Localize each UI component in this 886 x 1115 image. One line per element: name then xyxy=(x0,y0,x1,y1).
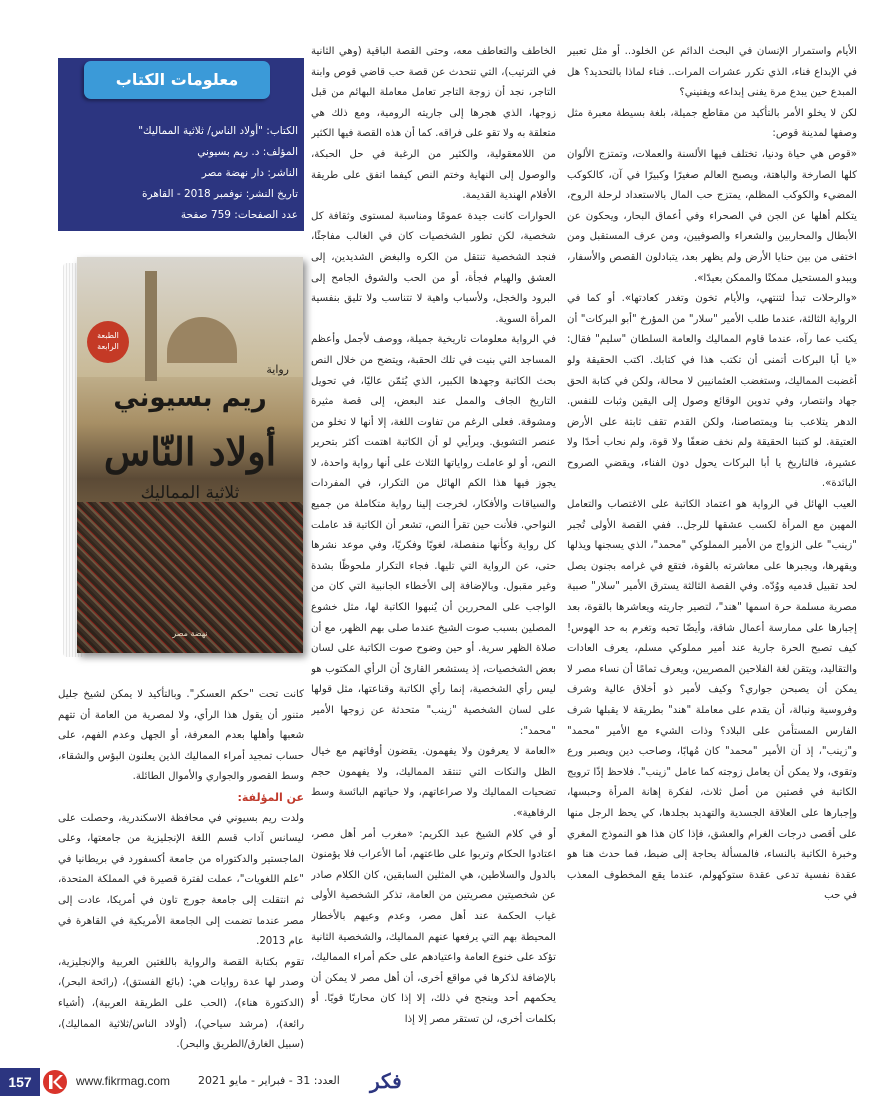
cover-subtitle: ثلاثية المماليك xyxy=(140,483,240,503)
paragraph: الأيام واستمرار الإنسان في البحث الدائم عن الخلود.. أو مثل تعبير في الإبداع فناء، الذي تكرر عشرات المرات.. فناء لماذا بالتحديد؟ هل المبدع حين يبدع مرة يفنى إبداعه ويفنيني؟ xyxy=(567,46,857,99)
author-bio-paragraph: تقوم بكتابة القصة والرواية باللغتين العربية والإنجليزية، وصدر لها عدة روايات هي: (بائع الفستق)، (رائحة البحر)، (الدكتورة هناء)، (الحب على الطريقة العربية)، (أشياء رائعة)، (مرشد سياحي)، (أولاد الناس/ثلاثية المماليك)، (سبيل الغارق/الطريق والبحر). xyxy=(58,956,304,1051)
paragraph: «قوص هي حياة ودنيا، تختلف فيها الألسنة والعملات، وتمتزج الألوان كلها الصارخة والباهتة، ويصبح العالم صغيرًا وكبيرًا في آن، كالكوكب المضيء والكوكب المظلم، يمتزج حب المال بالاستعداد لرحلة الروح، يتكلم أهلها عن الجن في الصحراء وفي أعماق البحار، ويحكون عن الأبطال والمحاربين والشعراء والصوفيين، ومن عرف المستقبل ومن اختفى من بين حنايا الأرض ولم يظهر بعد، يتبادلون القصص والأسفار، ويبدو المستحيل ممكنًا والممكن بعيدًا». xyxy=(567,148,857,284)
author-section-title: عن المؤلفة: xyxy=(237,790,304,804)
paragraph: كانت تحت "حكم العسكر". وبالتأكيد لا يمكن لشيخ جليل متنور أن يقول هذا الرأي، ولا لمصرية من العامة أن تتهم شعبها وأهلها بعدم المعرفة، أو الجهل وعدم الفهم، على حساب تمجيد أمراء المماليك الذين يعلنون البؤس والشقاء، وسط القصور والجواري والأموال الطائلة. xyxy=(58,689,304,783)
book-title-line: الكتاب: "أولاد الناس/ ثلاثية المماليك" xyxy=(138,125,298,137)
cover-publisher: نهضة مصر xyxy=(172,629,208,638)
paragraph: في الرواية معلومات تاريخية جميلة، ووصف لأجمل وأعظم المساجد التي بنيت في تلك الحقبة، ويتضح من خلال النص بحث الكاتبة وجهدها الكبير، الذي يُثمّن عاليًا، في تحويل التاريخ الجاف والممل عند البعض، إلى قصة مثيرة ومشوقة. فعلى الرغم من تفاوت اللغة، إلا أنها لا تخلو من عنصر التشويق. ويرأيي لو أن الكاتبة اهتمت أكثر بتحرير النص، أو لو عاملت رواياتها الثلاث على أنها رواية واحدة، لا يجوز فيها هذا الكم الهائل من التكرار، في المفردات والسياقات والأفكار، لخرجت إلينا رواية متكاملة من جميع النواحي. فلأنت حين تقرأ النص، تشعر أن الكاتبة قد عاملت كل رواية وكأنها منفصلة، لغويًا وفكريًا، وفي موعد نشرها حتى، عن الرواية التي تليها. فجاء التكرار ملحوظًا بشدة وغير مقبول. وبالإضافة إلى الأخطاء الجانبية التي كان من الواجب على المحررين أن يُنبهوا الكاتبة لها، مثل خشوع المصلين بسبب صوت الشيخ عندما صلى بهم الظهر، مع أن صلاة الظهر سرية. أو حين وضوح صوت الكاتبة على لسان بعض الشخصيات، إذ يستشعر القارئ أن الرأي المكتوب هو ليس رأي الشخصية، إنما رأي الكاتبة وقناعتها، مثل قولها على لسان الشخصية "زينب" متحدثة عن زوجها الأمير "محمد": xyxy=(311,334,556,737)
site-url[interactable]: www.fikrmag.com xyxy=(76,1074,171,1088)
cover-series-label: رواية xyxy=(266,363,289,376)
paragraph: العيب الهائل في الرواية هو اعتماد الكاتبة على الاغتصاب والتعامل المهين مع المرأة لكسب عشقها للرجل.. ففي القصة الأولى تُجبر "زينب" على الزواج من الأمير المملوكي "محمد"، الذي يسجنها ويذلها ويقهرها، ويجبرها على معاشرته بالقوة، فتقع في غرامه بجنون يصل لحد تقبيل قدميه ووُدّه. وفي القصة الثالثة يسترق الأمير "سلار" صبية مصرية مسلمة حرة اسمها "هند"، لتصير جاريته ويعاشرها بالقوة، بعد إجبارها على ممارسة أعمال شاقة، وأيضًا تحبه وتغرم به حد الهوس! كيف تصبح الحرة جارية عند أمير مملوكي مسلم، يعرف العادات والتقاليد، ويتقن لغة الفلاحين المصريين، ويعرف تمامًا أن نساء مصر لا يمكن أن يصبحن جواري؟ وكيف لأمير ذو أخلاق عالية وشرف وفروسية ونبالة، أن يقدم على معاملة "هند" بطريقة لا يقبلها شرف الفارس المستأمن على البلاد؟ وذات الشيء مع الأمير "محمد" و"زينب"، إذ أن الأمير "محمد" كان مُهابًا، وصاحب دين ويصبر ورع وتقوى، ولا يمكن أن يعامل زوجته كما عامل "زينب". فلاحظ إذًا ترويج الكاتبة في قصتين من أصل ثلاث، لفكرة إهانة المرأة وحبسها، وإجبارها على العلاقة الجسدية والتهديد بجلدها، كي يحظ الرجل منها على أقصى درجات الغرام والعشق، فإذا كان هذا هو النموذج المغري وخبرة الكاتبة بالنساء، فالمسألة بحاجة إلى ضبط، فما حدث هنا هو عقدة نفسية تدعى عقدة ستوكهولم، عندما يقع المخطوف المعذب في حب xyxy=(567,499,857,902)
book-pages-line: عدد الصفحات: 759 صفحة xyxy=(180,209,298,221)
paragraph: أو في كلام الشيخ عبد الكريم: «مغرب أمر أهل مصر، اعتادوا الحكام وتربوا على طاعتهم، أما الأعراب فلا يؤمنون بالدول والسلاطين، هي المثلين السابقين، كان الكلام صادر عن شخصيتين مصريتين من العامة، تذكر الشخصية الأولى غياب الحكمة عند أهل مصر، وعدم وعيهم بالأخطار المحيطة بهم التي يرفعها عنهم المماليك، والشخصية الثانية تؤكد على خنوع العامة واعتيادهم على حكم أمراء المماليك، بالإضافة لذكرها في مواقع أخرى، أن أهل مصر لا يمكن أن يحكمهم أحد وينجح في ذلك، إلا إذا كان محاربًا قويًا. أو بكلمات أخرى، لن تستقر مصر إلا إذا xyxy=(311,828,556,1025)
paragraph: «العامة لا يعرفون ولا يفهمون. يقضون أوقاتهم مع خيال الظل والنكات التي تنتقد المماليك، ولا يفهمون حجم تضحيات المماليك ولا صراعاتهم، ولا حياتهم البائسة وسط الرفاهية». xyxy=(311,746,556,819)
article-column-middle xyxy=(311,42,556,1052)
magazine-logo-icon xyxy=(40,1068,70,1096)
cover-title: أولاد النّاس xyxy=(103,429,277,474)
book-cover xyxy=(77,257,303,653)
issue-info: العدد: 31 - فبراير - مايو 2021 xyxy=(198,1074,340,1087)
page-number: 157 xyxy=(0,1068,40,1096)
book-info-details xyxy=(66,121,298,226)
article-column-right xyxy=(567,42,857,1052)
paragraph: الخاطف والتعاطف معه، وحتى القصة الباقية (وهي الثانية في الترتيب)، التي تتحدث عن قصة حب قاضي قوص وابنة التاجر، نجد أن زوجة التاجر تعامل معاملة البهائم من قبل زوجها، الذي هجرها إلى جاريته الرومية، ومع ذلك هي متعلقة به ولا تقو على فراقه. كما أن هذه القصة فيها الكثير من اللامعقولية، والكثير من الرغبة في حل الحبكة، والوصول إلى النهاية وختم النص كيفما اتفق على طريقة الأفلام الهندية القديمة. xyxy=(311,46,556,202)
book-author-line: المؤلف: د. ريم بسيوني xyxy=(197,146,298,158)
cover-author: ريم بسيوني xyxy=(113,383,267,413)
paragraph: «والرحلات تبدأ لتنتهي، والأيام تخون وتغدر كعادتها». أو كما في الرواية الثالثة، عندما طلب الأمير "سلار" من المؤرخ "أبو البركات" أن يكتب عما رآه، عندما قاوم المماليك والعامة السلطان "سليم" فقال: «يا أبا البركات أتمنى أن تكتب هذا في كتابك. اكتب الحقيقة ولو أغضبت المماليك، وستغضب العثمانيين لا محالة، ولكن في كتابة الحق جهاد وانتصار، وفي تدوين الوقائع وصول إلى اليقين وثبات للنفس. الدهر يتلاعب بنا ويمتصاصنا، ولكن القدم تقف ثابتة على الأرض العتيقة. لو كتبنا الحقيقة ولم نخف ضعفًا ولا قوة، ولم نحاب أحدًا ولا عشيرة، فالتاريخ يا أبا البركات يحول دون الفناء، ويقضي الصروح البائدة». xyxy=(567,293,857,490)
book-info-header xyxy=(84,61,270,99)
book-publisher-line: الناشر: دار نهضة مصر xyxy=(201,167,298,179)
page-footer xyxy=(0,1068,886,1115)
magazine-brand: فكر xyxy=(370,1069,402,1093)
book-date-line: تاريخ النشر: نوفمبر 2018 - القاهرة xyxy=(142,188,298,200)
article-column-left xyxy=(58,685,304,1055)
edition-badge: الطبعة الرابعة xyxy=(87,321,129,363)
book-info-title: معلومات الكتاب xyxy=(115,70,239,89)
author-bio-paragraph: ولدت ريم بسيوني في محافظة الاسكندرية، وحصلت على ليسانس آداب قسم اللغة الإنجليزية من جامعتها، وعلى الماجستير والدكتوراه من جامعة أكسفورد في بريطانيا في "علم اللغويات"، عملت لفترة قصيرة في المملكة المتحدة، ثم انتقلت إلى جامعة جورج تاون في أمريكا، عادت إلى مصر عندما تضمت إلى الجامعة الأمريكية في القاهرة في عام 2013. xyxy=(58,812,304,948)
paragraph: لكن لا يخلو الأمر بالتأكيد من مقاطع جميلة، بلغة بسيطة معبرة مثل وصفها لمدينة قوص: xyxy=(567,107,857,140)
book-cover-image xyxy=(55,255,313,675)
paragraph: الحوارات كانت جيدة عمومًا ومناسبة لمستوى وثقافة كل شخصية، لكن تطور الشخصيات كان في الغالب مفاجئًا، فنجد الشخصية تنتقل من الكره والبغض الشديدين، إلى العشق والهيام فجأة، أو من الحب والشوق الجامح إلى البرود والخجل، ولأسباب واهية لا تتناسب ولا تليق بنفسية المرأة السوية. xyxy=(311,210,556,325)
